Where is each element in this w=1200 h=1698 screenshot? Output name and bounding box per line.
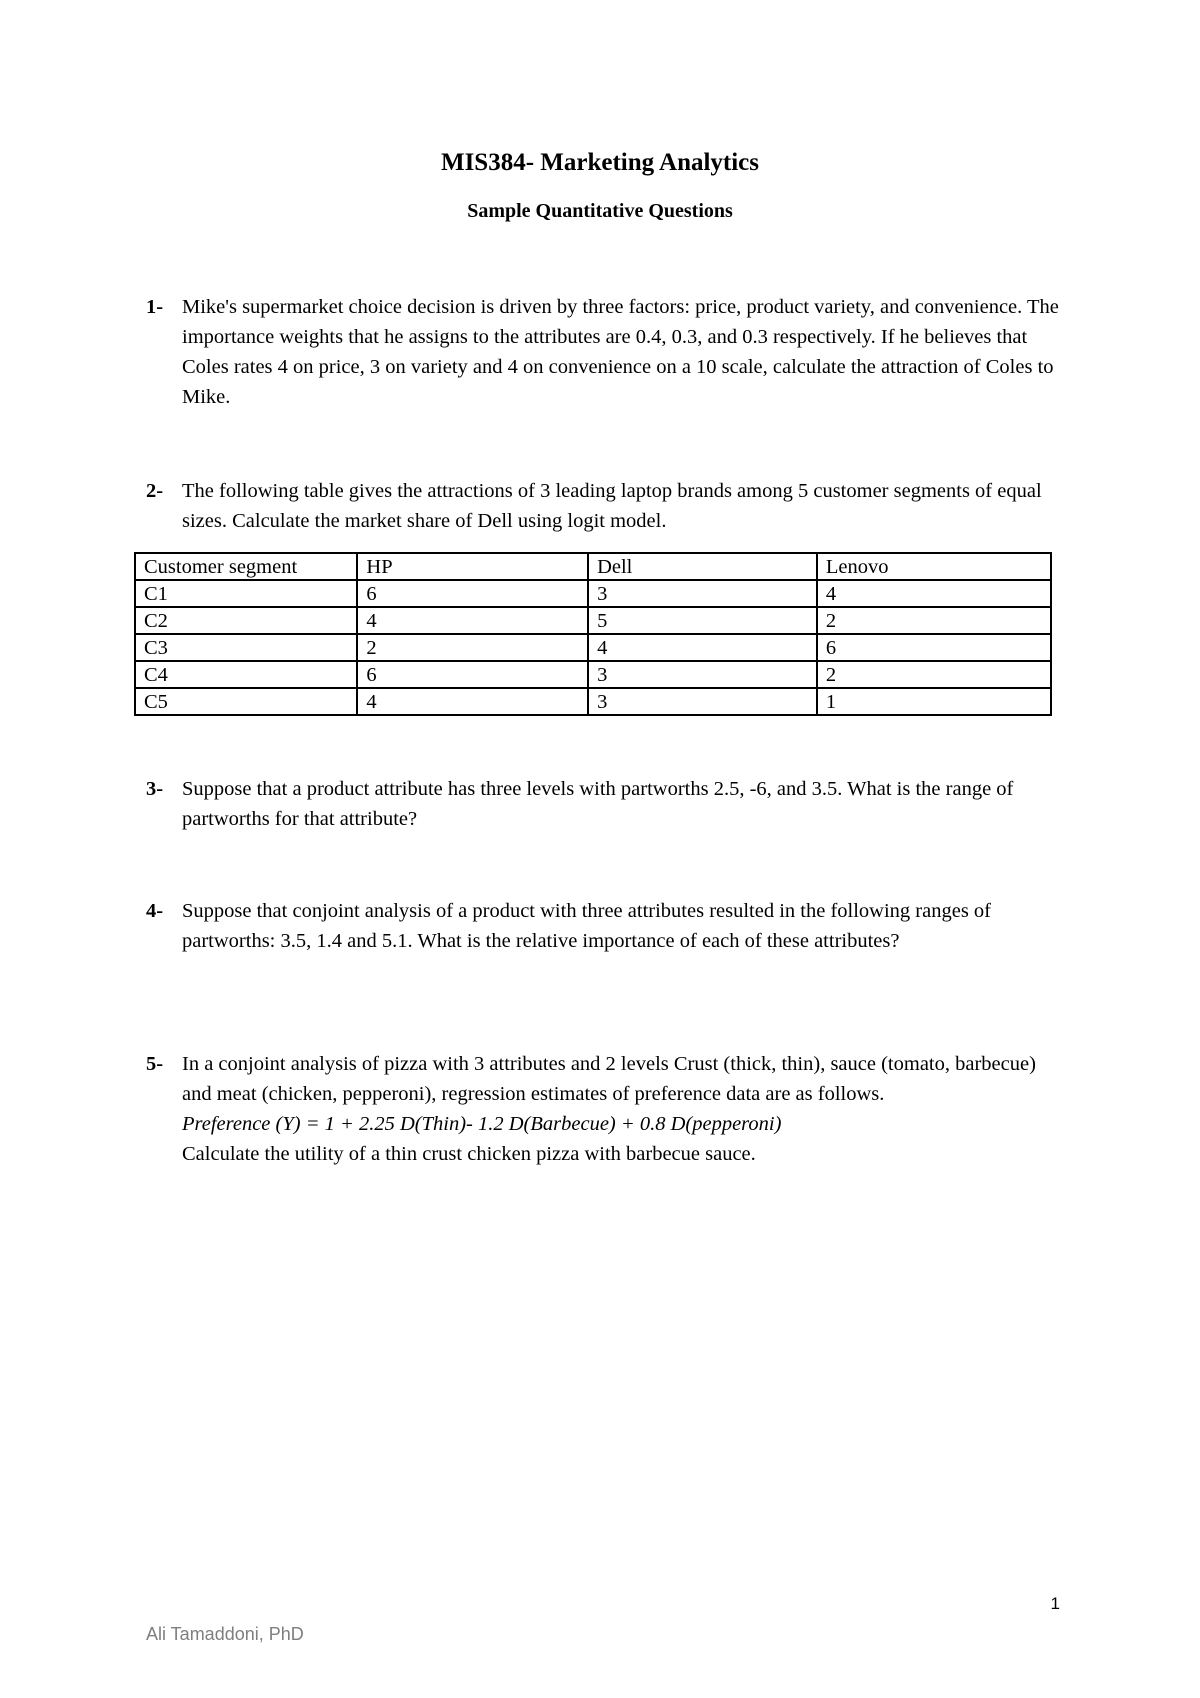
page-number: 1 [1050, 1594, 1060, 1613]
table-row [135, 580, 1051, 607]
question-1 [146, 292, 1066, 412]
question-text: Suppose that a product attribute has three levels with partworths 2.5, -6, and 3.5. What is the range of partworths for that attribute? [182, 778, 1014, 830]
table-cell: 3 [588, 580, 817, 607]
preference-formula: Preference (Y) = 1 + 2.25 D(Thin)- 1.2 D(Barbecue) + 0.8 D(pepperoni) [182, 1113, 782, 1135]
question-text: In a conjoint analysis of pizza with 3 attributes and 2 levels Crust (thick, thin), sauce (tomato, barbecue) and meat (chicken, pepperoni), regression estimates of preference data are as follows. [182, 1053, 1036, 1105]
question-5 [146, 1049, 1066, 1169]
table-cell: 3 [588, 688, 817, 715]
table-cell: 1 [817, 688, 1051, 715]
question-text: Mike's supermarket choice decision is driven by three factors: price, product variety, and convenience. The importance weights that he assigns to the attributes are 0.4, 0.3, and 0.3 respectively. If he believes that Coles rates 4 on price, 3 on variety and 4 on convenience on a 10 scale, calculate the attraction of Coles to Mike. [182, 296, 1059, 408]
footer-author: Ali Tamaddoni, PhD [146, 1624, 304, 1644]
table-header-cell: Dell [588, 553, 817, 580]
table-row [135, 607, 1051, 634]
question-text: The following table gives the attractions of 3 leading laptop brands among 5 customer segments of equal sizes. Calculate the market share of Dell using logit model. [182, 480, 1042, 532]
table-cell: 4 [357, 607, 588, 634]
question-number: 2- [146, 480, 164, 502]
question-number: 3- [146, 778, 164, 800]
question-text: Suppose that conjoint analysis of a product with three attributes resulted in the following ranges of partworths: 3.5, 1.4 and 5.1. What is the relative importance of each of these attributes? [182, 900, 991, 952]
table-header-cell: Lenovo [817, 553, 1051, 580]
table-row [135, 661, 1051, 688]
table-cell: 5 [588, 607, 817, 634]
table-cell: 6 [357, 580, 588, 607]
attractions-table [134, 552, 1052, 716]
table-cell: C4 [135, 661, 357, 688]
table-cell: 6 [817, 634, 1051, 661]
question-number: 5- [146, 1053, 164, 1075]
table-header-row [135, 553, 1051, 580]
table-header-cell: HP [357, 553, 588, 580]
document-title: MIS384- Marketing Analytics [440, 149, 760, 176]
table-cell: C3 [135, 634, 357, 661]
table-cell: C2 [135, 607, 357, 634]
table-cell: 2 [817, 607, 1051, 634]
table-cell: 2 [357, 634, 588, 661]
table-cell: 4 [357, 688, 588, 715]
question-3 [146, 774, 1066, 834]
table-cell: 3 [588, 661, 817, 688]
table-row [135, 688, 1051, 715]
table-cell: 2 [817, 661, 1051, 688]
table-header-cell: Customer segment [135, 553, 357, 580]
question-number: 1- [146, 296, 164, 318]
table-row [135, 634, 1051, 661]
question-2 [146, 476, 1066, 536]
table-cell: 4 [588, 634, 817, 661]
table-cell: C1 [135, 580, 357, 607]
table-cell: 6 [357, 661, 588, 688]
question-4 [146, 896, 1066, 956]
question-number: 4- [146, 900, 164, 922]
table-cell: C5 [135, 688, 357, 715]
document-subtitle: Sample Quantitative Questions [467, 200, 733, 222]
table-cell: 4 [817, 580, 1051, 607]
question-follow-up: Calculate the utility of a thin crust chicken pizza with barbecue sauce. [182, 1143, 756, 1165]
